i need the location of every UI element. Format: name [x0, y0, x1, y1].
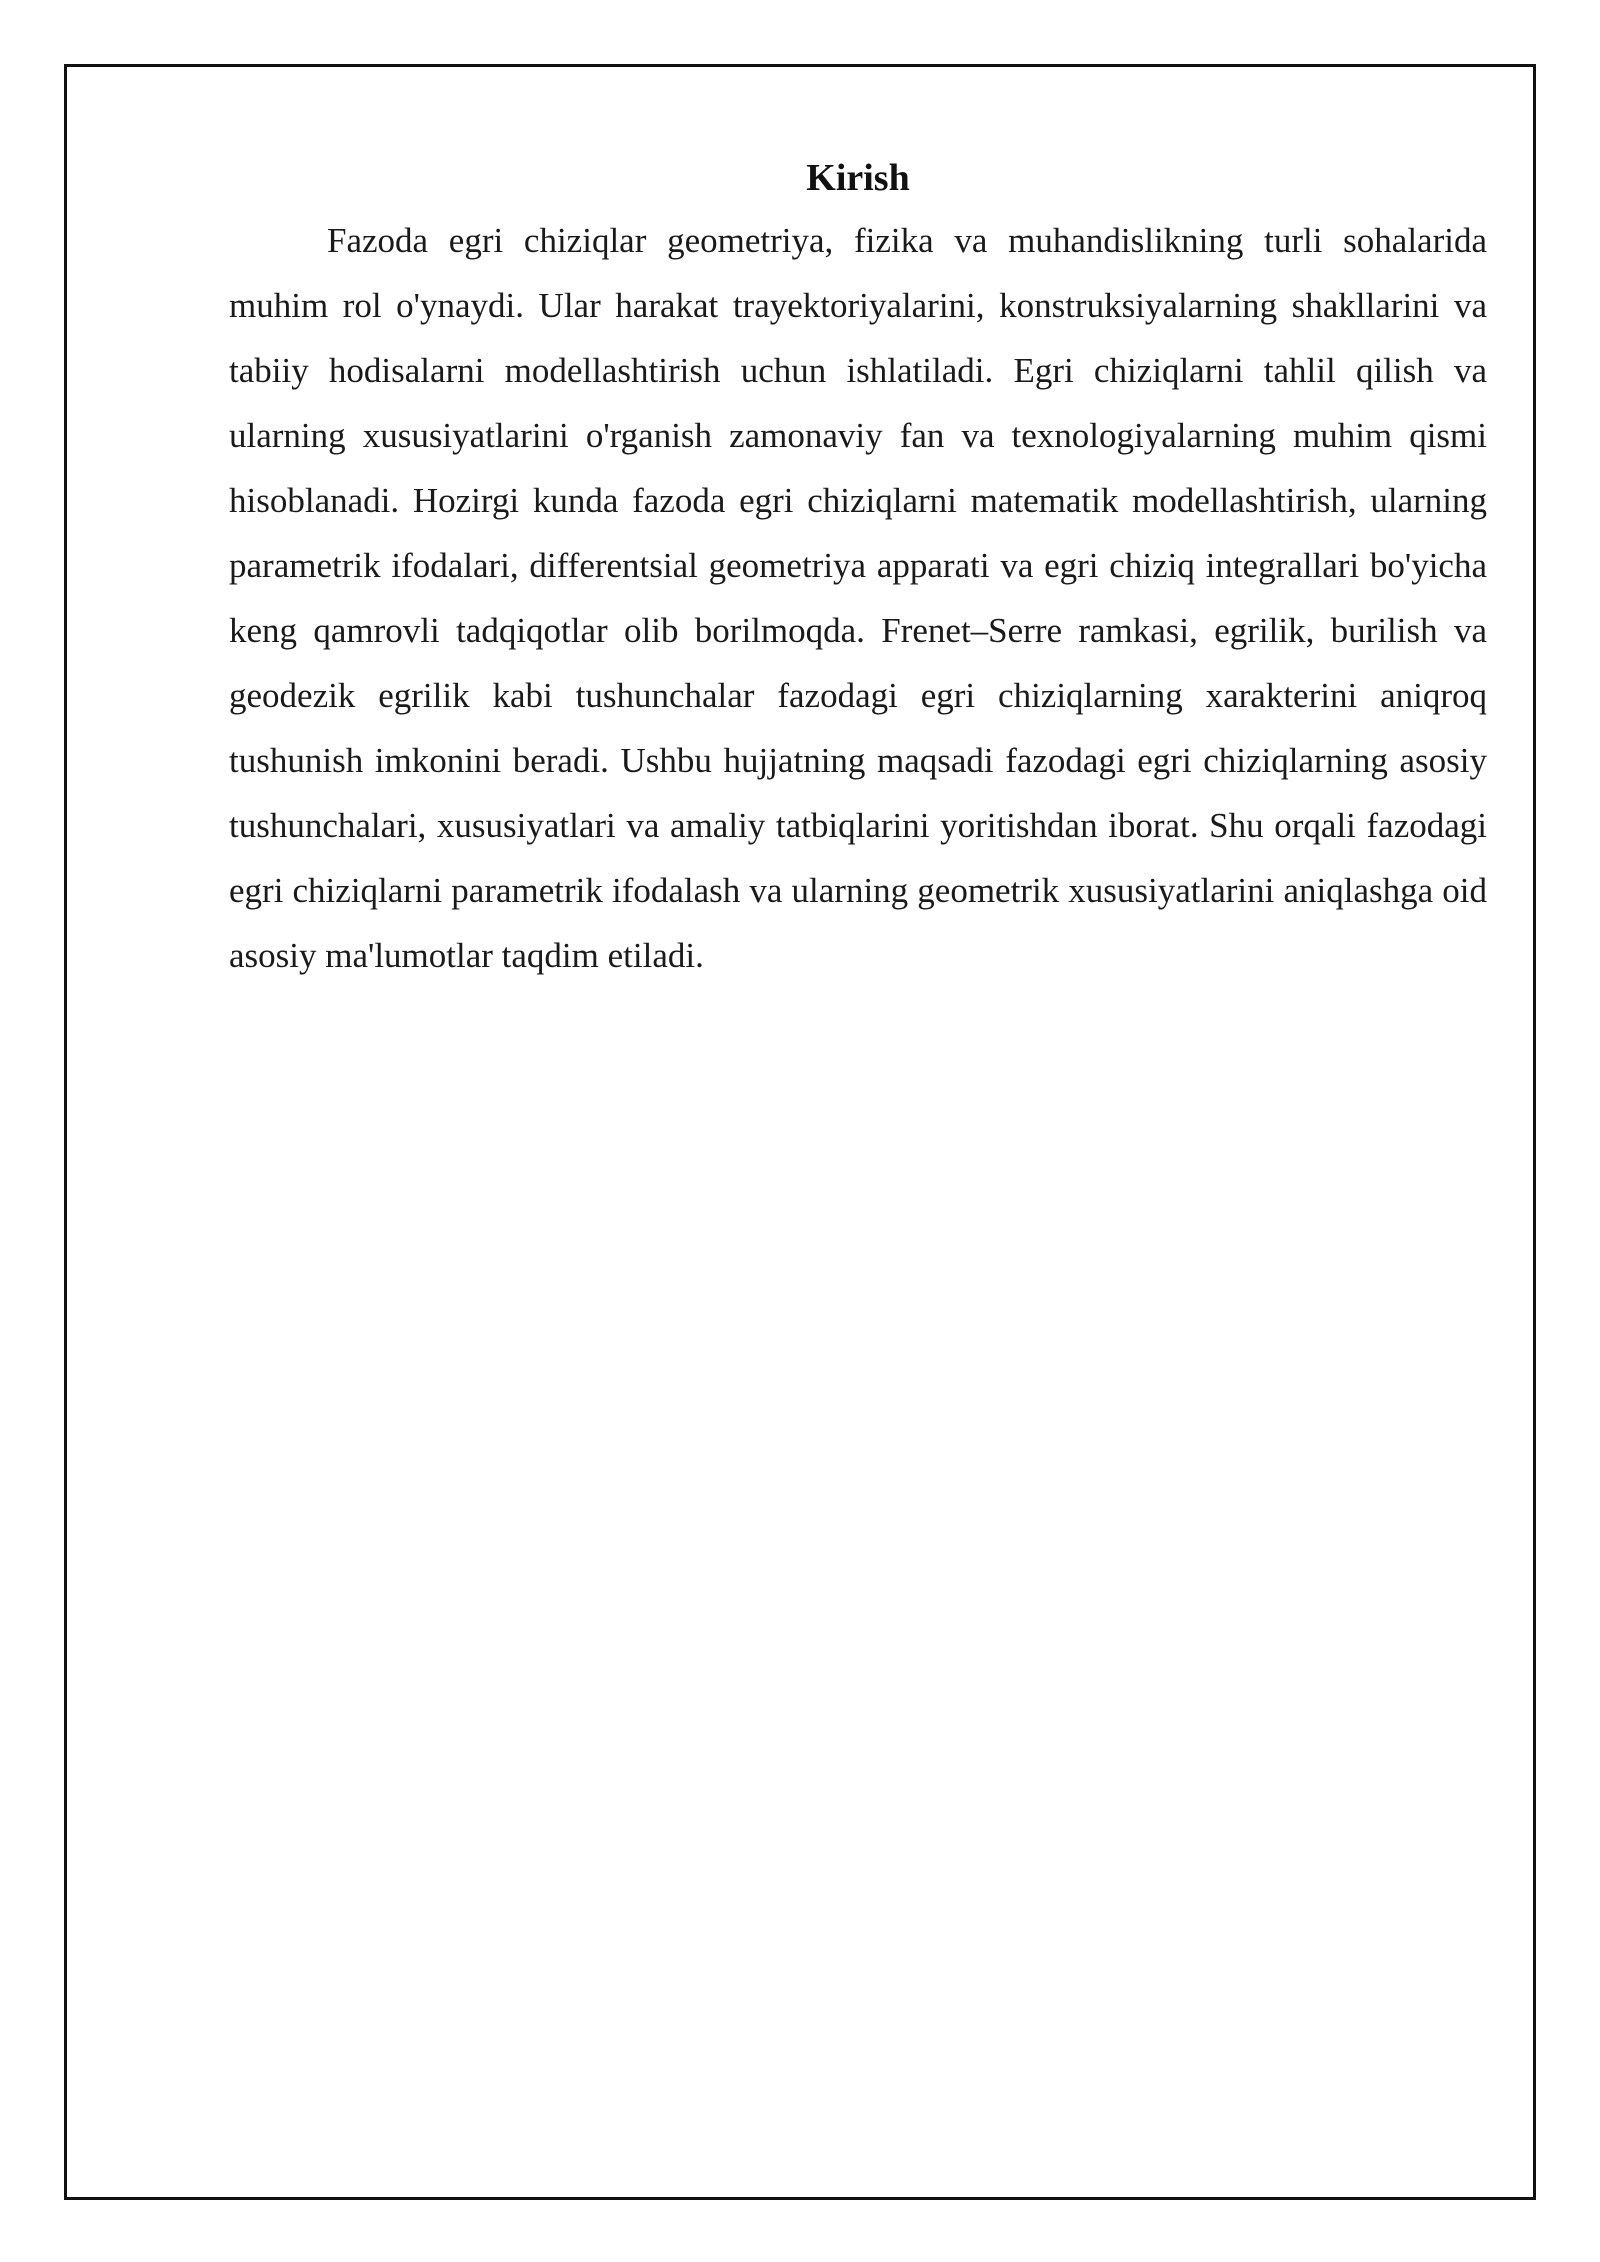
document-content [229, 148, 1487, 988]
section-heading: Kirish [806, 157, 910, 199]
intro-paragraph: Fazoda egri chiziqlar geometriya, fizika va muhandislikning turli sohalarida muhim rol o'ynaydi. Ular harakat trayektoriyalarini, konstruksiyalarning shakllarini va tabiiy hodisalarni modellashtirish uchun ishlatiladi. Egri chiziqlarni tahlil qilish va ularning xususiyatlarini o'rganish zamonaviy fan va texnologiyalarning muhim qismi hisoblanadi. Hozirgi kunda fazoda egri chiziqlarni matematik modellashtirish, ularning parametrik ifodalari, differentsial geometriya apparati va egri chiziq integrallari bo'yicha keng qamrovli tadqiqotlar olib borilmoqda. Frenet–Serre ramkasi, egrilik, burilish va geodezik egrilik kabi tushunchalar fazodagi egri chiziqlarning xarakterini aniqroq tushunish imkonini beradi. Ushbu hujjatning maqsadi fazodagi egri chiziqlarning asosiy tushunchalari, xususiyatlari va amaliy tatbiqlarini yoritishdan iborat. Shu orqali fazodagi egri chiziqlarni parametrik ifodalash va ularning geometrik xususiyatlarini aniqlashga oid asosiy ma'lumotlar taqdim etiladi. [229, 221, 1487, 975]
